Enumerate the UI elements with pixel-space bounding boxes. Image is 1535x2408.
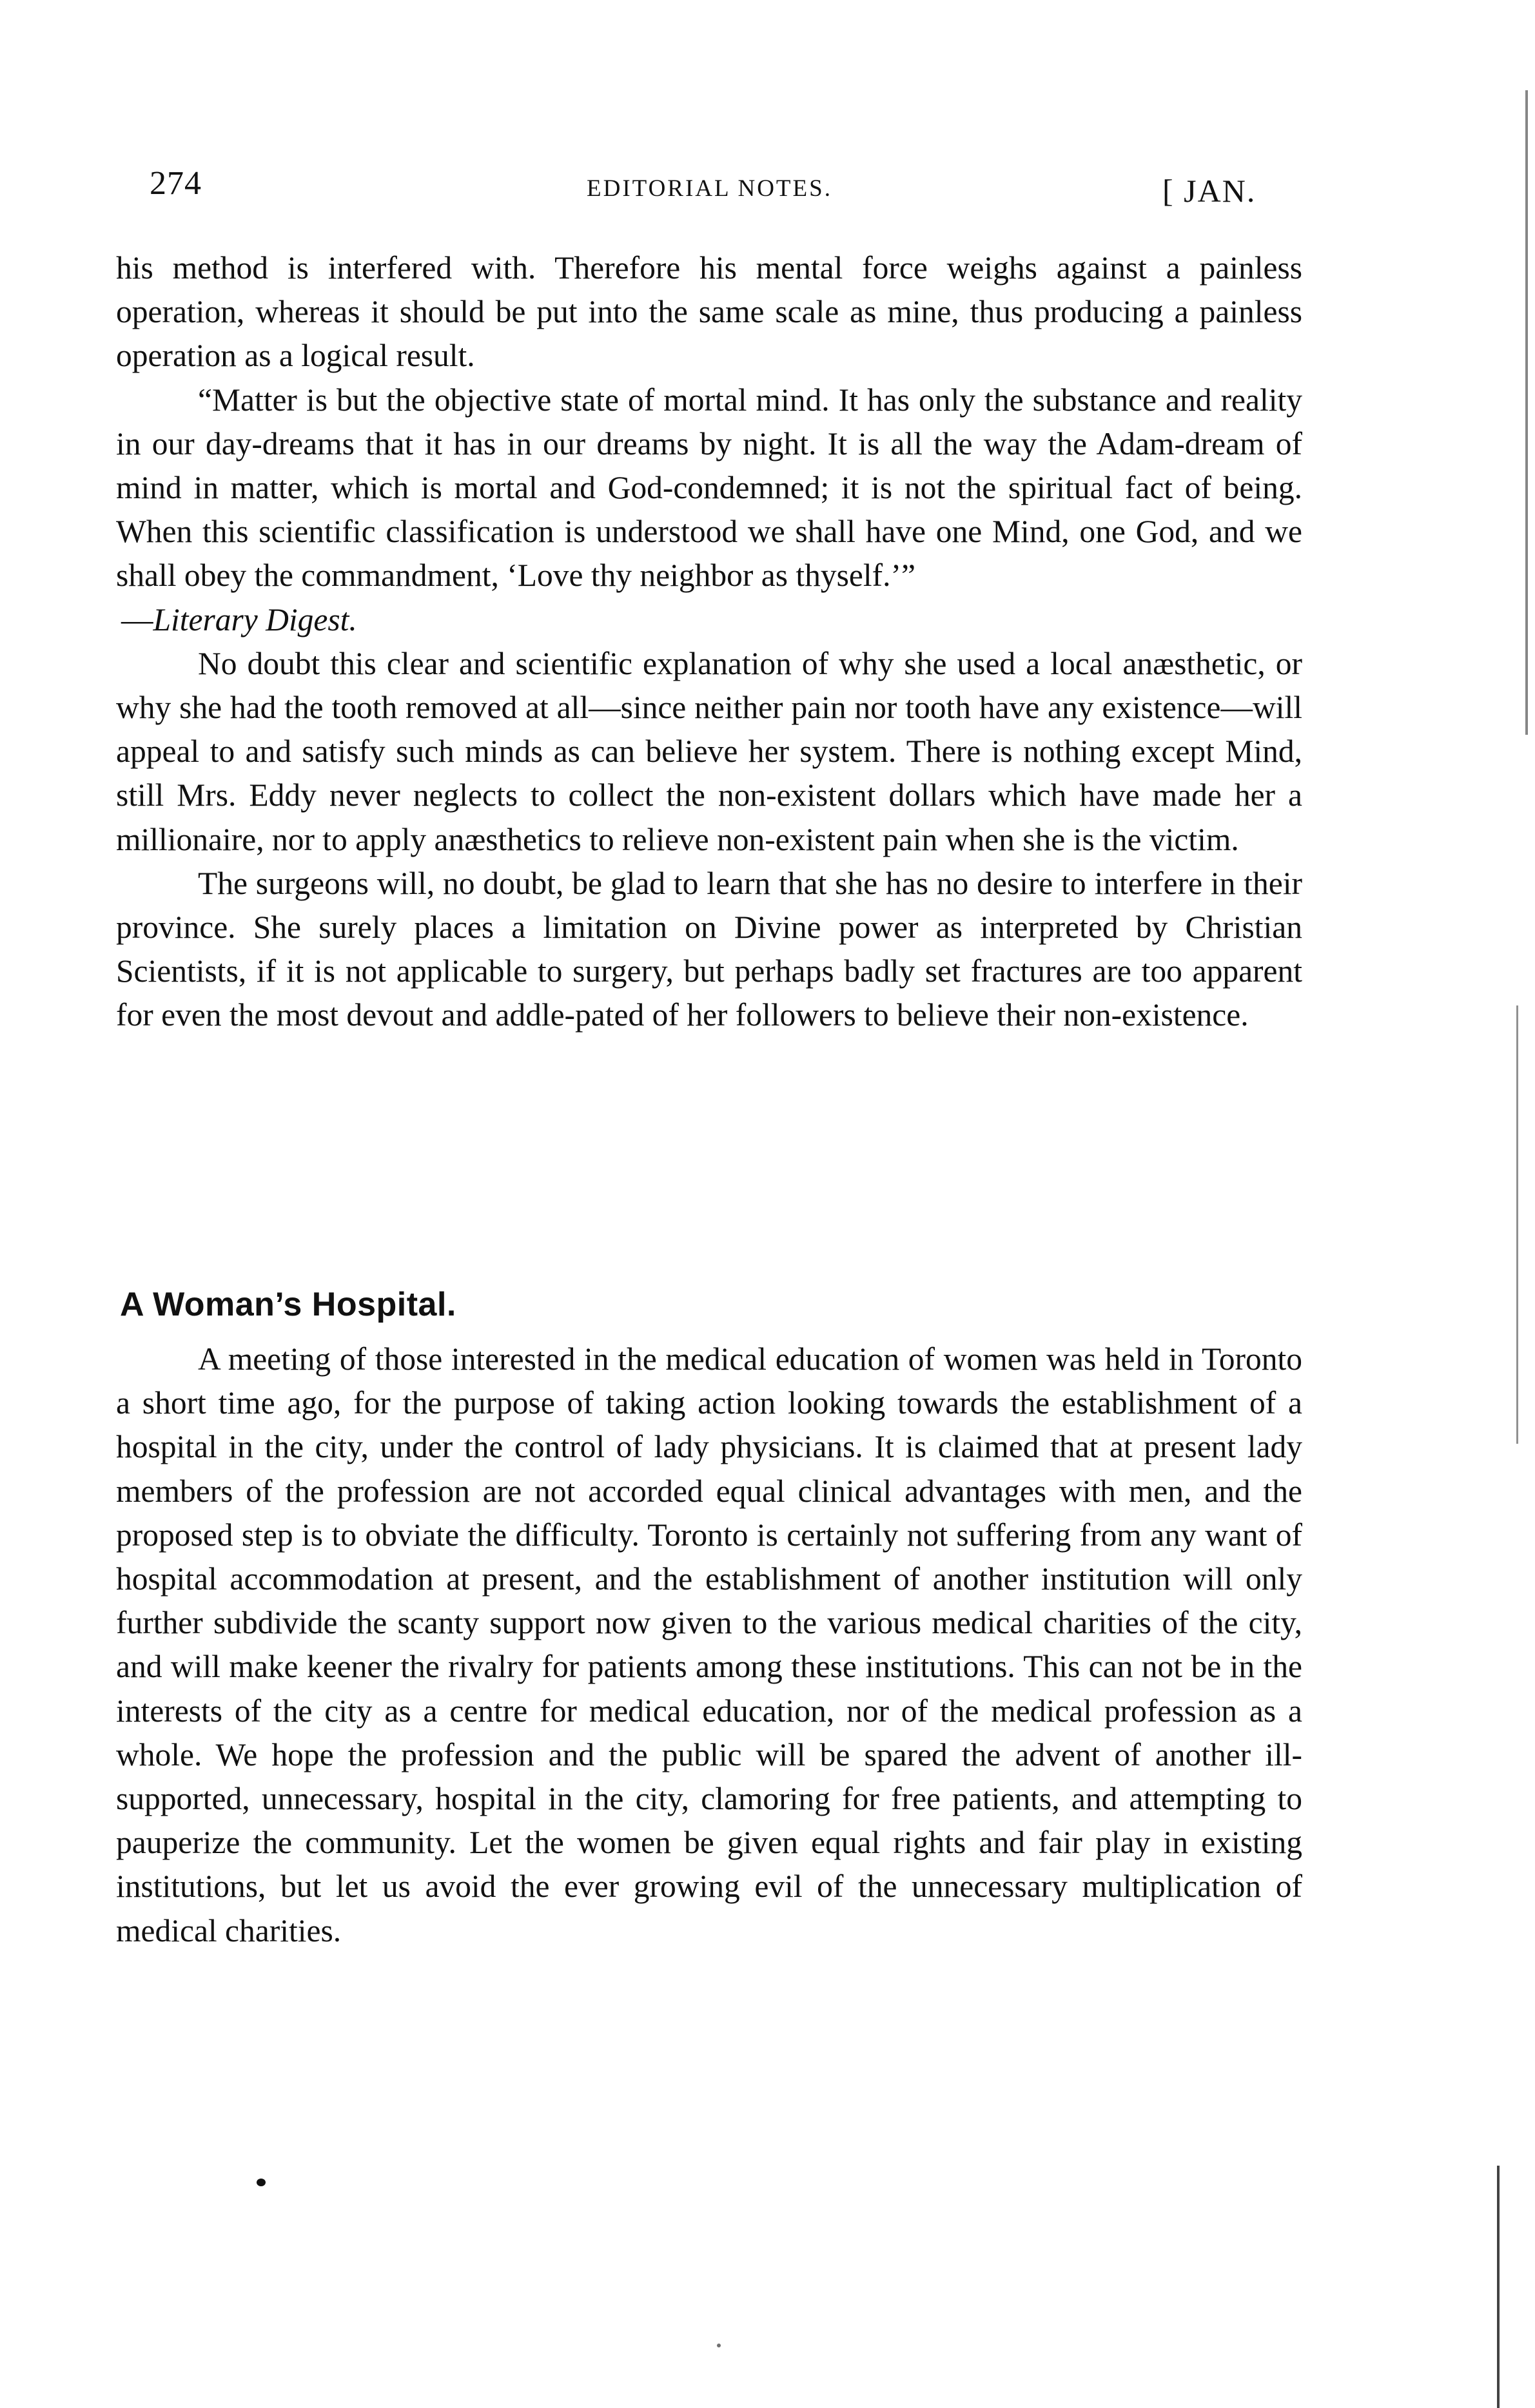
running-date: [ JAN. bbox=[1162, 173, 1256, 209]
attribution-dash: — bbox=[121, 601, 153, 637]
attribution-source: Literary Digest. bbox=[153, 601, 357, 637]
ink-speck bbox=[717, 2344, 721, 2347]
quote-attribution bbox=[116, 598, 1302, 642]
scan-edge-line bbox=[1497, 2166, 1500, 2408]
section-heading: A Woman’s Hospital. bbox=[120, 1286, 456, 1323]
paragraph-surgeons: The surgeons will, no doubt, be glad to learn that she has no desire to interfere in their province. She surely places a limitation on Divine power as interpreted by Christian Scientists, if it is not applicable to surgery, but perhaps badly set fractures are too apparent for even the most devout and addle-pated of her followers to believe their non-existence. bbox=[116, 865, 1302, 1033]
paragraph-hospital: A meeting of those interested in the medical education of women was held in Toronto a short time ago, for the purpose of taking action looking towards the establishment of a hospital in the city, under the control of lady physicians. It is claimed that at present lady members of the profession are not accorded equal clinical advantages with men, and the proposed step is to obviate the difficulty. Toronto is certainly not suffering from any want of hospital accommodation at present, and the establishment of another institution will only further subdivide the scanty support now given to the various medical charities of the city, and will make keener the rivalry for patients among these institutions. This can not be in the interests of the city as a centre for medical education, nor of the medical profession as a whole. We hope the profession and the public will be spared the advent of another ill-supported, unnecessary, hospital in the city, clamoring for free patients, and attempting to pauperize the community. Let the women be given equal rights and fair play in existing institutions, but let us avoid the ever growing evil of the unnecessary multiplication of medical charities. bbox=[116, 1341, 1302, 1948]
page-header bbox=[0, 164, 1535, 216]
section-body bbox=[116, 1337, 1302, 1953]
quoted-paragraph: “Matter is but the objective state of mortal mind. It has only the substance and reality in our day-dreams that it has in our dreams by night. It is all the way the Adam-dream of mind in matter, which is mortal and God-condemned; it is not the spiritual fact of being. When this scientific classification is understood we shall have one Mind, one God, and we shall obey the commandment, ‘Love thy neighbor as thyself.’” bbox=[116, 382, 1302, 594]
scan-edge-line bbox=[1525, 90, 1528, 735]
running-title: EDITORIAL NOTES. bbox=[587, 175, 832, 202]
article-body bbox=[116, 246, 1302, 1038]
ink-speck bbox=[257, 2179, 266, 2186]
page-number: 274 bbox=[150, 165, 202, 202]
scan-edge-line bbox=[1516, 1005, 1518, 1444]
paragraph-continuation: his method is interfered with. Therefore his mental force weighs against a painless operation, whereas it should be put into the same scale as mine, thus producing a painless operation as a logical result. bbox=[116, 250, 1302, 374]
paragraph-explanation: No doubt this clear and scientific explanation of why she used a local anæsthetic, or why she had the tooth removed at all—since neither pain nor tooth have any existence—will appeal to and satisfy such minds as can believe her system. There is nothing except Mind, still Mrs. Eddy never neglects to collect the non-existent dollars which have made her a millionaire, nor to apply anæsthetics to relieve non-existent pain when she is the victim. bbox=[116, 645, 1302, 857]
